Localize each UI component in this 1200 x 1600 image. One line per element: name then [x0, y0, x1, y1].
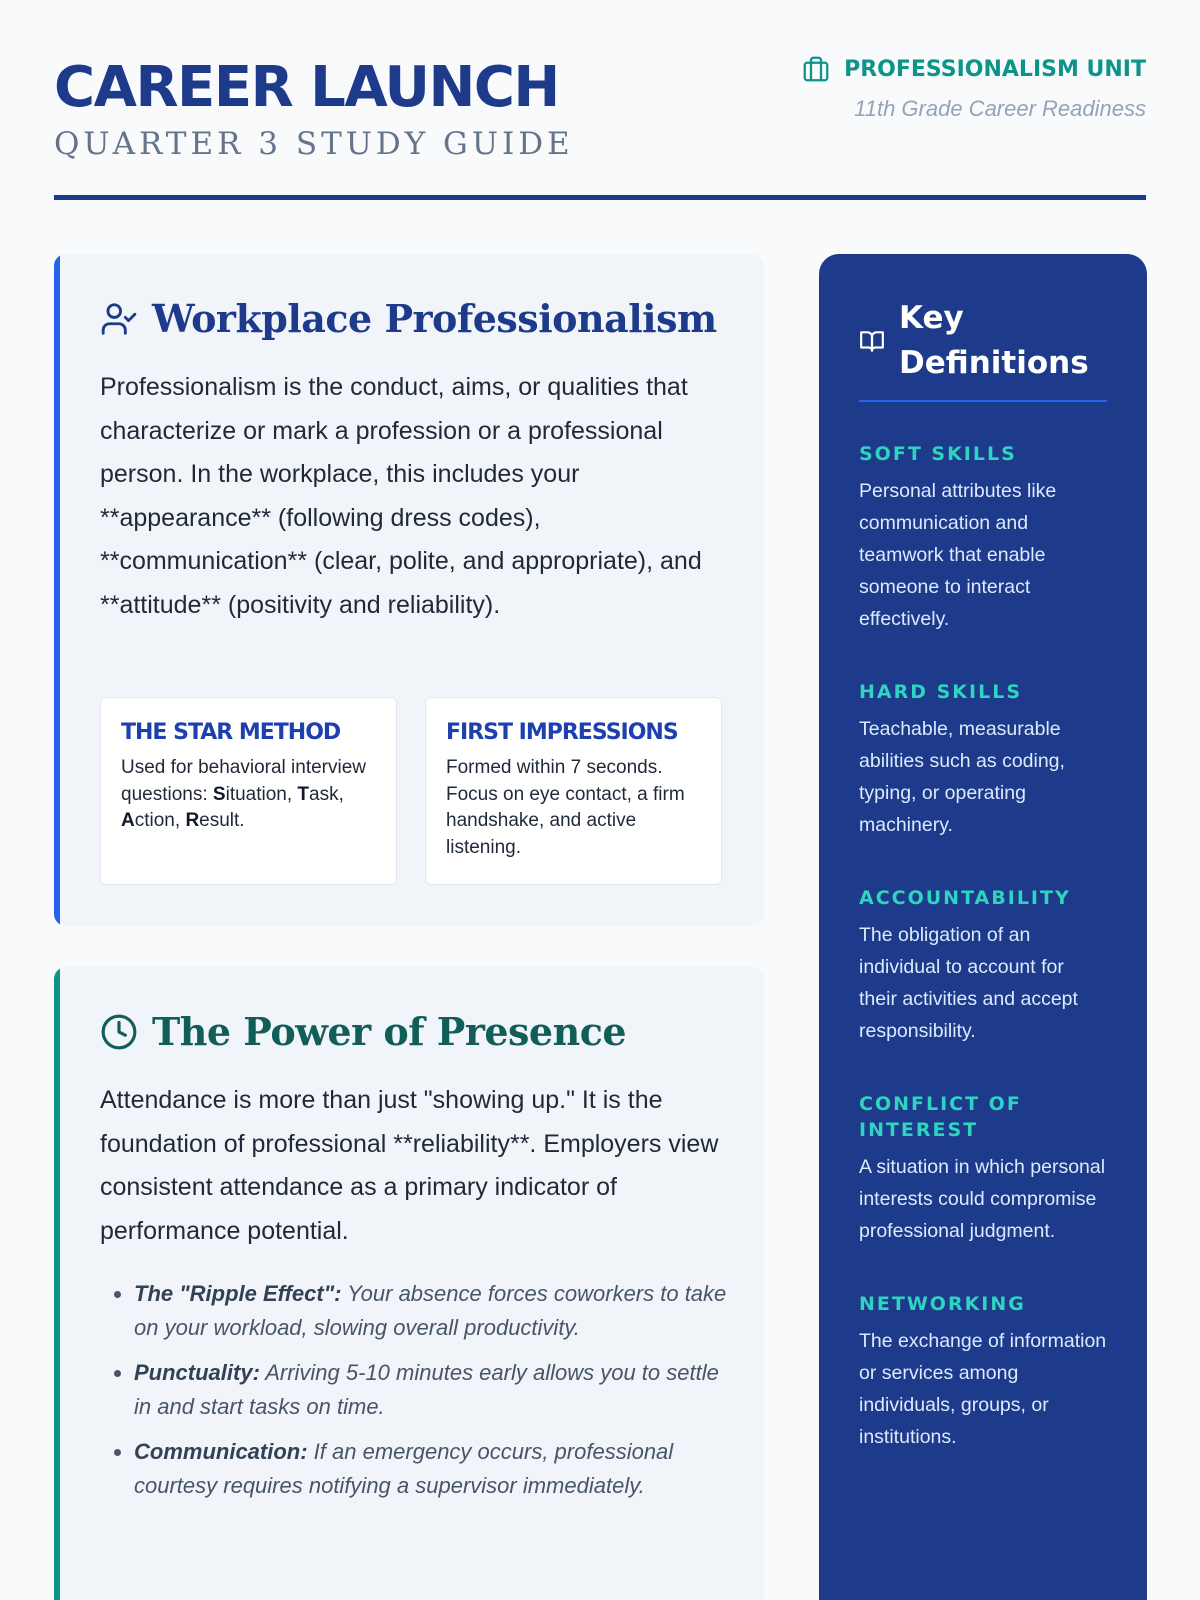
definition-text: A situation in which personal interests could compromise professional judgment.: [859, 1156, 1106, 1242]
section-title: The Power of Presence: [152, 1009, 627, 1054]
definition-term: NETWORKING: [859, 1293, 1026, 1315]
info-card-star-method: [100, 697, 397, 885]
definitions-list: [859, 441, 1107, 1497]
definition-item: [859, 885, 1107, 1047]
definition-term: SOFT SKILLS: [859, 443, 1017, 465]
section-title: Workplace Professionalism: [152, 296, 717, 341]
list-item: • The "Ripple Effect": Your absence forces coworkers to take on your workload, slowing overall productivity.: [134, 1277, 734, 1344]
page-subtitle: QUARTER 3 STUDY GUIDE: [54, 126, 574, 162]
definition-item: [859, 679, 1107, 841]
definition-item: [859, 441, 1107, 635]
unit-tag: [800, 54, 1146, 84]
definition-term: CONFLICT OF INTEREST: [859, 1093, 1022, 1141]
section-header: [100, 296, 717, 341]
definition-text: Teachable, measurable abilities such as coding, typing, or operating machinery.: [859, 718, 1065, 836]
list-item: • Punctuality: Arriving 5-10 minutes early allows you to settle in and start tasks on time.: [134, 1356, 734, 1423]
book-open-icon: [859, 328, 885, 354]
unit-label: PROFESSIONALISM UNIT: [844, 56, 1146, 82]
section-header: [100, 1009, 626, 1054]
info-card-title: THE STAR METHOD: [121, 720, 341, 745]
definition-term: ACCOUNTABILITY: [859, 887, 1071, 909]
sidebar-title: Key Definitions: [899, 300, 1089, 381]
section-power-of-presence: [54, 967, 764, 1600]
user-check-icon: [100, 300, 138, 338]
sidebar-header: [859, 296, 1107, 386]
info-card-text: Formed within 7 seconds. Focus on eye contact, a firm handshake, and active listening.: [446, 757, 685, 858]
page-header: [54, 54, 1146, 200]
definition-text: The obligation of an individual to account for their activities and accept responsibility.: [859, 924, 1078, 1042]
page-title: CAREER LAUNCH: [54, 55, 559, 120]
sidebar-divider: [859, 400, 1107, 402]
definition-item: [859, 1091, 1107, 1247]
header-divider: [54, 195, 1146, 200]
section-body: Attendance is more than just "showing up." It is the foundation of professional **reliability**. Employers view consistent attendance as a primary indicator of performance potential.: [100, 1086, 719, 1245]
list-item: • Communication: If an emergency occurs, professional courtesy requires notifying a supervisor immediately.: [134, 1435, 734, 1502]
grade-label: 11th Grade Career Readiness: [854, 96, 1146, 121]
definition-text: The exchange of information or services among individuals, groups, or institutions.: [859, 1330, 1107, 1448]
section-body: Professionalism is the conduct, aims, or qualities that characterize or mark a profession or a professional person. In the workplace, this includes your **appearance** (following dress codes), **communication** (clear, polite, and appropriate), and **attitude** (positivity and reliability).: [100, 373, 702, 619]
info-card-first-impressions: [425, 697, 722, 885]
definition-term: HARD SKILLS: [859, 681, 1022, 703]
clock-icon: [100, 1013, 138, 1051]
briefcase-icon: [800, 54, 832, 84]
definition-item: [859, 1291, 1107, 1453]
info-card-title: FIRST IMPRESSIONS: [446, 720, 678, 745]
info-card-text: Used for behavioral interview questions: Situation, Task, Action, Result.: [121, 757, 367, 831]
bullet-list: [134, 1277, 734, 1514]
info-cards: [100, 697, 722, 885]
definition-text: Personal attributes like communication and teamwork that enable someone to interact effectively.: [859, 480, 1057, 630]
key-definitions-sidebar: [819, 254, 1147, 1600]
section-workplace-professionalism: [54, 254, 764, 926]
